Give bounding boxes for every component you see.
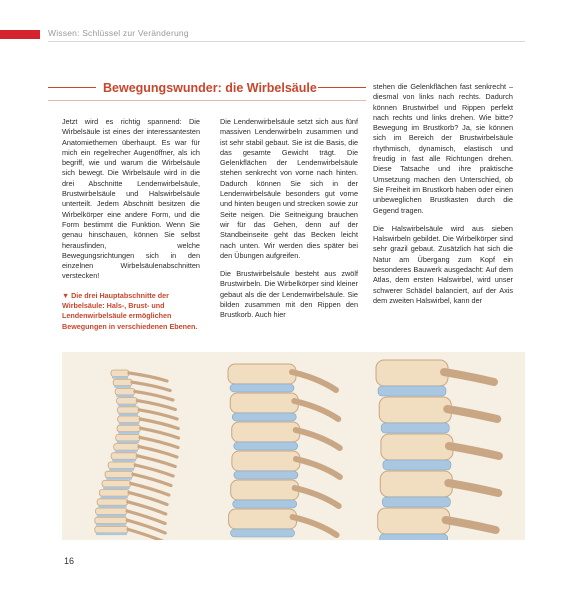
intervertebral-disc [97, 515, 127, 517]
paragraph-thoracic-cont: stehen die Gelenkflächen fast senkrecht – diesmal von links nach rechts. Dadurch können Brustwirbel und Rippen perfekt nach rechts und links drehen. Wie bitte? Bewegung im Brustkorb? Ja, sie können sich im Bereich der Brustwirbelsäule rhythmisch, dynamisch, elastisch und freudig in fast alle Richtungen drehen. Diese Tatsache und ihre praktische Umsetzung machen den Unterschied, ob Sie Freiheit im Brustkorb haben oder einen unbeweglichen Brustkasten durch die Gegend tragen. [373, 82, 513, 215]
intervertebral-disc [119, 413, 139, 415]
text-column-3 [373, 82, 513, 314]
spinous-process [137, 456, 175, 467]
page-number: 16 [64, 556, 75, 566]
spinous-process [292, 372, 336, 390]
spine-illustration-svg [62, 352, 525, 540]
intervertebral-disc [381, 423, 449, 433]
spinous-process [140, 437, 178, 447]
vertebra-body [102, 480, 131, 487]
vertebra-body [108, 462, 135, 469]
spinous-process [135, 391, 173, 400]
vertebra-body [118, 416, 141, 423]
vertebra-body [231, 480, 299, 500]
vertebra-body [96, 508, 128, 515]
spinous-process [449, 446, 499, 456]
vertebra-body [381, 434, 453, 460]
intervertebral-disc [232, 413, 296, 421]
figure-caption: ▼ Die drei Hauptabschnitte der Wirbelsäule: Hals-, Brust- und Lendenwirbelsäule ermöglichen Bewegungen in verschiedenen Ebenen. [62, 291, 198, 331]
vertebra-body [95, 526, 128, 533]
vertebra-body [99, 490, 129, 497]
intervertebral-disc [383, 460, 451, 470]
vertebra-body [114, 444, 139, 451]
spinous-process [296, 459, 340, 477]
vertebra-body [118, 407, 140, 414]
title-underline [48, 100, 366, 101]
vertebra-body [116, 434, 140, 441]
vertebra-body [113, 379, 132, 386]
vertebra-body [232, 451, 300, 471]
intervertebral-disc [119, 423, 140, 425]
spinous-process [447, 409, 497, 419]
spine-overview [95, 370, 179, 540]
intervertebral-disc [109, 469, 134, 471]
intervertebral-disc [230, 384, 294, 392]
section-color-bar [0, 30, 40, 39]
text-column-2 [220, 117, 358, 329]
intervertebral-disc [103, 487, 130, 489]
spinous-process [140, 419, 178, 429]
intervertebral-disc [234, 442, 298, 450]
intervertebral-disc [116, 395, 134, 397]
intervertebral-disc [96, 524, 126, 526]
title-rule-right [318, 87, 366, 88]
intervertebral-disc [117, 441, 139, 443]
intervertebral-disc [96, 533, 127, 535]
spine-thoracic-detail [228, 364, 340, 537]
vertebra-body [376, 360, 448, 386]
paragraph-thoracic: Die Brustwirbelsäule besteht aus zwölf Brustwirbeln. Die Wirbelkörper sind kleiner gebaut als die der Lendenwirbelsäule. Sie bilden zusammen mit den Rippen den Brustkorb. Auch hier [220, 269, 358, 320]
intervertebral-disc [118, 404, 137, 406]
vertebra-body [232, 422, 300, 442]
spinous-process [132, 382, 170, 390]
vertebra-body [380, 471, 452, 497]
intervertebral-disc [112, 377, 128, 379]
intervertebral-disc [112, 459, 136, 461]
vertebra-body [117, 425, 140, 432]
vertebra-body [111, 370, 129, 377]
vertebra-body [230, 393, 298, 413]
vertebra-body [228, 364, 296, 384]
intervertebral-disc [231, 529, 295, 537]
intervertebral-disc [100, 496, 128, 498]
spinous-process [294, 401, 338, 419]
spinous-process [448, 483, 498, 493]
paragraph-cervical: Die Halswirbelsäule wird aus sieben Halswirbeln gebildet. Die Wirbelkörper sind sehr grazil gebaut. Zusätzlich hat sich die Natur am Übergang zum Kopf ein besonderes Bauwerk ausgedacht: Auf dem Atlas, dem ersten Halswirbel, wird unser schwerer Schädel balanciert, auf der Axis dem zweiten Halswirbel, kann der [373, 223, 513, 305]
vertebra-body [95, 517, 127, 524]
paragraph-lumbar: Die Lendenwirbelsäule setzt sich aus fünf massiven Lendenwirbeln zusammen und ist sehr stabil gebaut. Sie ist die Basis, die das gesamte Gewicht trägt. Die Gelenkflächen der Lendenwirbelsäule stehen senkrecht von vorne nach hinten. Dadurch können Sie sich in der Lendenwirbelsäule besonders gut vorne und hinten beugen und strecken sowie zur Seite neigen. Die Seitneigung brauchen wir für das Gehen, denn auf der Standbeinseite geht das Becken leicht nach unten. Wir werden dies später bei den Übungen aufgreifen. [220, 117, 358, 260]
spinous-process [295, 488, 339, 506]
title-rule-left [48, 87, 96, 88]
intervertebral-disc [118, 432, 139, 434]
intervertebral-disc [115, 450, 138, 452]
running-header: Wissen: Schlüssel zur Veränderung [48, 28, 189, 38]
vertebra-body [105, 471, 133, 478]
spine-lumbar-detail [376, 360, 499, 540]
vertebra-body [97, 499, 128, 506]
text-column-1 [62, 117, 200, 290]
intervertebral-disc [382, 497, 450, 507]
spinous-process [446, 520, 496, 530]
intervertebral-disc [114, 386, 131, 388]
intervertebral-disc [380, 534, 448, 540]
paragraph-intro: Jetzt wird es richtig spannend: Die Wirbelsäule ist eines der interessantesten Anatomiethemen überhaupt. Es war für mich ein regelrecher Augenöffner, als ich begriff, wie und warum die Wirbelsäule sich bewegt. Die Wirbelsäule wird in die drei Abschnitte Lendenwirbelsäule, Brustwirbelsäule und Halswirbelsäule unterteilt. Jedem Abschnitt besitzen die Wirbelkörper eine andere Form, und die Form bestimmt die Funktion. Wenn Sie genau hinschauen, können Sie selbst herausfinden, welche Bewegungsrichtungen sich in den einzelnen Wirbelsäulenabschnitten verstecken! [62, 117, 200, 281]
intervertebral-disc [106, 478, 132, 480]
spinous-process [137, 401, 175, 410]
vertebra-body [115, 388, 135, 395]
intervertebral-disc [378, 386, 446, 396]
spinous-process [296, 430, 340, 448]
spinous-process [293, 517, 337, 535]
spine-illustration [62, 352, 525, 540]
spinous-process [135, 465, 173, 476]
vertebra-body [379, 397, 451, 423]
spinous-process [129, 373, 167, 381]
vertebra-body [378, 508, 450, 534]
spinous-process [141, 428, 179, 438]
vertebra-body [117, 398, 138, 405]
spinous-process [139, 410, 177, 419]
article-title: Bewegungswunder: die Wirbelsäule [103, 81, 317, 95]
intervertebral-disc [234, 471, 298, 479]
vertebra-body [229, 509, 297, 529]
spinous-process [444, 372, 494, 382]
header-divider [48, 41, 525, 42]
spinous-process [139, 447, 177, 457]
intervertebral-disc [233, 500, 297, 508]
intervertebral-disc [98, 505, 127, 507]
vertebra-body [111, 453, 137, 460]
